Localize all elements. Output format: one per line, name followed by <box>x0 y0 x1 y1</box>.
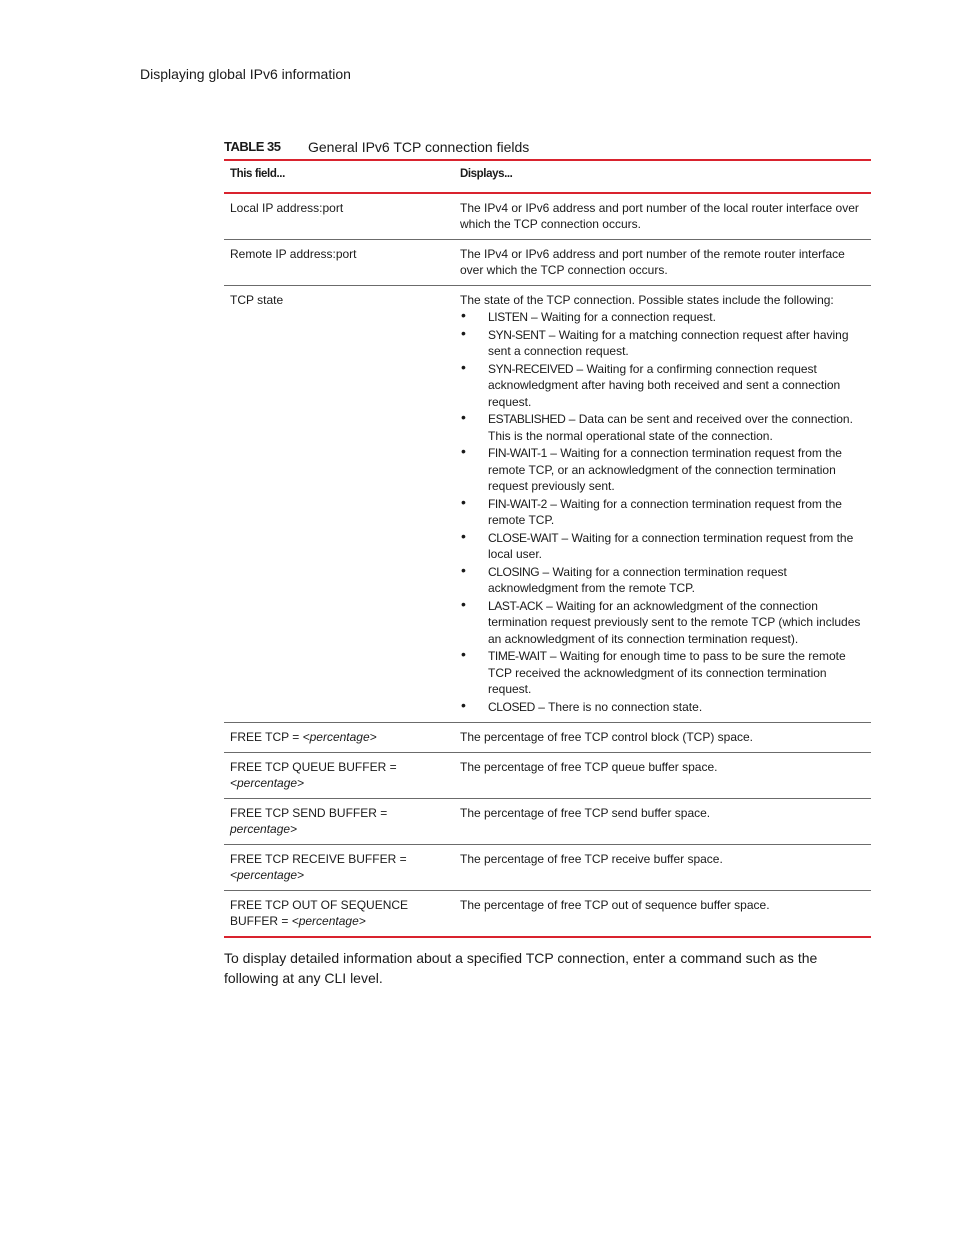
bullet-icon: • <box>460 324 466 341</box>
states-intro: The state of the TCP connection. Possible states include the following: <box>459 292 834 307</box>
table-row <box>224 752 871 798</box>
state-name: ESTABLISHED <box>487 412 566 426</box>
state-name: LAST-ACK <box>487 598 543 613</box>
bullet-icon: • <box>460 696 466 713</box>
state-name: CLOSE-WAIT <box>487 530 559 545</box>
state-description: – Waiting for a connection termination request from the remote TCP, or an acknowledgment of the connection termination request previously sent. <box>487 446 842 493</box>
state-name: CLOSING <box>487 564 540 579</box>
field-cell <box>224 798 454 844</box>
state-description: – Waiting for a connection termination request from the local user. <box>487 530 854 561</box>
description-cell: The IPv4 or IPv6 address and port number of the remote router interface over which the TCP connection occurs. <box>459 246 845 277</box>
list-item <box>460 595 865 648</box>
table-title: General IPv6 TCP connection fields <box>308 139 530 155</box>
table-header-row <box>224 160 871 193</box>
table-row <box>224 193 871 240</box>
table-caption <box>224 139 529 155</box>
state-description: – Data can be sent and received over the connection. This is the normal operational state of the connection. <box>487 412 853 443</box>
state-description: – Waiting for a connection termination request from the remote TCP. <box>487 496 842 527</box>
field-param: <percentage> <box>302 730 377 744</box>
column-header-displays: Displays... <box>459 168 513 180</box>
description-cell: The percentage of free TCP control block (TCP) space. <box>459 730 754 744</box>
field-cell <box>224 890 454 937</box>
tcp-fields-table <box>224 159 871 938</box>
list-item <box>460 648 865 698</box>
description-cell: The percentage of free TCP queue buffer space. <box>459 759 718 774</box>
state-name: SYN-RECEIVED <box>487 361 574 376</box>
state-name: FIN-WAIT-1 <box>487 446 547 460</box>
field-cell <box>224 723 454 753</box>
running-header: Displaying global IPv6 information <box>140 66 351 82</box>
bullet-icon: • <box>460 527 466 544</box>
state-name: TIME-WAIT <box>487 649 547 663</box>
state-description: – Waiting for an acknowledgment of the connection termination request previously sent to the remote TCP (which includes an acknowledgment of its connection termination request). <box>487 598 861 646</box>
field-name: FREE TCP OUT OF SEQUENCE BUFFER = <box>230 897 409 928</box>
bullet-icon: • <box>460 307 466 323</box>
state-description: – Waiting for a connection termination request acknowledgment from the remote TCP. <box>487 564 787 595</box>
list-item <box>460 358 865 411</box>
bullet-icon: • <box>460 409 466 425</box>
field-param: <percentage> <box>291 914 366 928</box>
field-name: FREE TCP RECEIVE BUFFER = <box>230 851 407 866</box>
bullet-icon: • <box>460 443 466 459</box>
table-number: TABLE 35 <box>224 139 281 154</box>
body-paragraph: To display detailed information about a specified TCP connection, enter a command such as the following at any CLI level. <box>224 950 818 986</box>
state-name: CLOSED <box>487 699 535 714</box>
table-row <box>224 285 871 723</box>
field-cell: TCP state <box>230 292 284 307</box>
list-item <box>460 445 865 495</box>
bullet-icon: • <box>460 493 466 510</box>
list-item <box>460 696 865 716</box>
field-param: <percentage> <box>230 868 305 882</box>
tcp-states-list <box>460 309 865 715</box>
list-item <box>460 527 865 563</box>
state-description: – There is no connection state. <box>534 699 703 714</box>
description-cell: The percentage of free TCP send buffer space. <box>459 805 711 820</box>
state-description: – Waiting for a matching connection request after having sent a connection request. <box>487 327 849 358</box>
state-name: LISTEN <box>487 310 528 324</box>
description-cell: The percentage of free TCP out of sequence buffer space. <box>459 897 770 912</box>
list-item <box>460 561 865 597</box>
list-item <box>460 411 865 444</box>
field-cell: Remote IP address:port <box>230 246 357 261</box>
bullet-icon: • <box>460 561 466 578</box>
bullet-icon: • <box>460 646 466 662</box>
state-description: – Waiting for a connection request. <box>527 310 716 324</box>
list-item <box>460 324 865 360</box>
table-row <box>224 723 871 753</box>
state-name: SYN-SENT <box>487 327 546 342</box>
state-description: – Waiting for enough time to pass to be sure the remote TCP received the acknowledgment of its connection termination request. <box>487 649 846 696</box>
table-row <box>224 798 871 844</box>
column-header-field: This field... <box>230 168 285 180</box>
description-cell <box>454 285 871 723</box>
list-item <box>460 309 865 326</box>
table-row <box>224 844 871 890</box>
state-description: – Waiting for a confirming connection request acknowledgment after having both received and sent a connection request. <box>487 361 841 409</box>
field-cell: Local IP address:port <box>230 200 344 215</box>
field-cell <box>224 844 454 890</box>
field-name: FREE TCP QUEUE BUFFER = <box>230 759 397 774</box>
table-row <box>224 239 871 285</box>
list-item <box>460 493 865 529</box>
bullet-icon: • <box>460 595 466 612</box>
bullet-icon: • <box>460 358 466 375</box>
description-cell: The IPv4 or IPv6 address and port number of the local router interface over which the TCP connection occurs. <box>459 200 859 231</box>
description-cell: The percentage of free TCP receive buffer space. <box>459 851 723 866</box>
field-name: FREE TCP = <box>230 730 303 744</box>
field-param: percentage> <box>230 822 298 836</box>
field-name: FREE TCP SEND BUFFER = <box>230 805 388 820</box>
table-row <box>224 890 871 937</box>
field-cell <box>224 752 454 798</box>
state-name: FIN-WAIT-2 <box>487 496 547 511</box>
field-param: <percentage> <box>230 776 305 790</box>
